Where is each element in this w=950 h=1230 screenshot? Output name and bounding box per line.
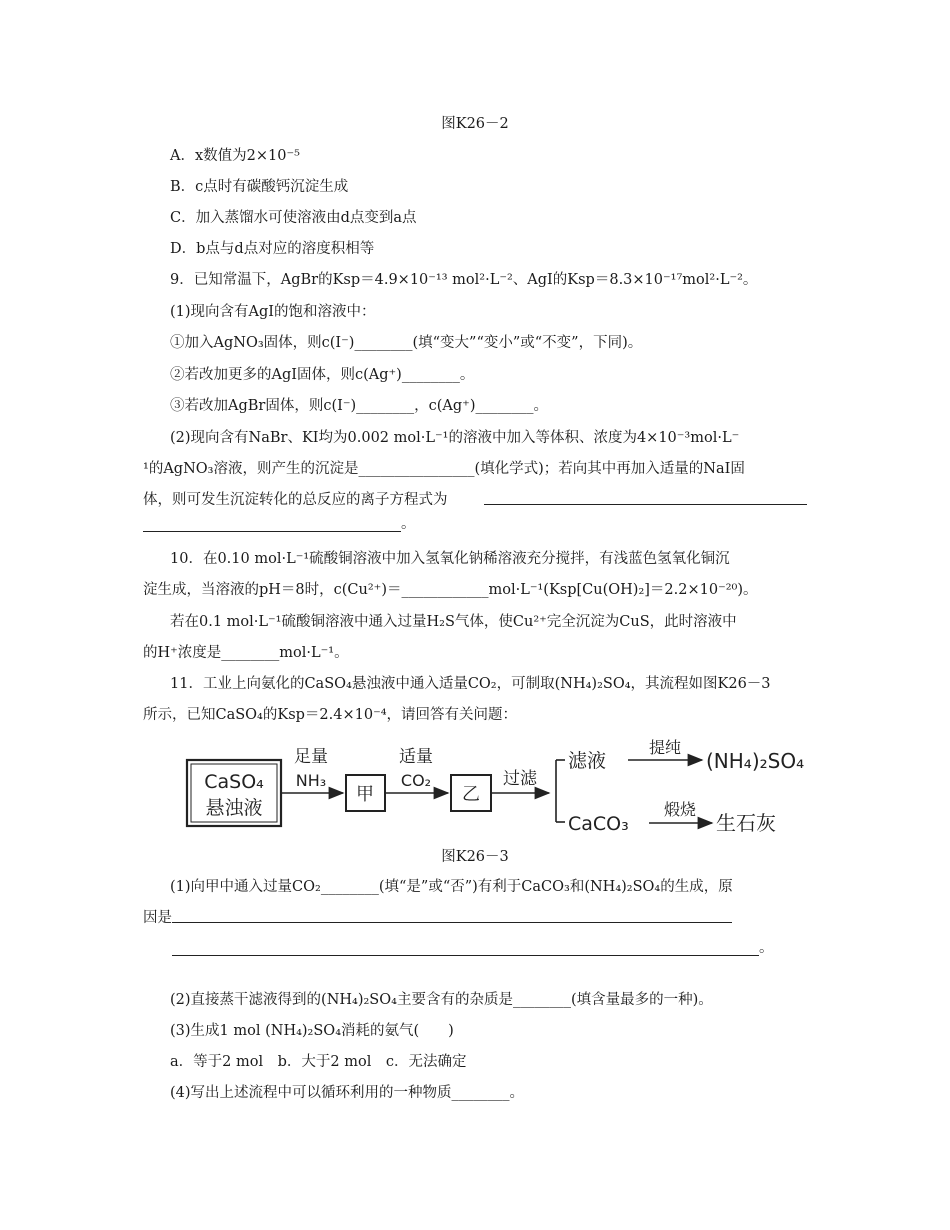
branch-1-label: 滤液 xyxy=(568,750,607,772)
question-10-line-3: 若在0.1 mol·L⁻¹硫酸铜溶液中通入过量H₂S气体，使Cu²⁺完全沉淀为CuS，此时溶液中 xyxy=(170,614,737,630)
box-yi-label: 乙 xyxy=(462,784,480,805)
question-11-part-3: (3)生成1 mol (NH₄)₂SO₄消耗的氨气( ) xyxy=(170,1023,454,1039)
flow-diagram xyxy=(180,736,820,846)
box-jia-label: 甲 xyxy=(356,784,374,805)
arrow-1-bottom-label: NH₃ xyxy=(295,771,327,790)
question-11-part-3-options: a．等于2 mol b．大于2 mol c．无法确定 xyxy=(170,1054,467,1070)
answer-line[interactable] xyxy=(172,954,759,956)
question-10-line-4: 的H⁺浓度是________mol·L⁻¹。 xyxy=(143,645,349,661)
branch-2-label: CaCO₃ xyxy=(568,813,629,835)
question-11-part-4: (4)写出上述流程中可以循环利用的一种物质________。 xyxy=(170,1085,525,1101)
arrow-3-label: 过滤 xyxy=(503,769,537,789)
answer-line[interactable] xyxy=(172,921,732,923)
box-caso4-line-2: 悬浊液 xyxy=(205,797,263,819)
question-10-line-2: 淀生成，当溶液的pH＝8时，c(Cu²⁺)＝____________mol·L⁻¹(Ksp[Cu(OH)₂]＝2.2×10⁻²⁰)。 xyxy=(143,582,758,598)
question-10-line-1: 10．在0.10 mol·L⁻¹硫酸铜溶液中加入氢氧化钠稀溶液充分搅拌，有浅蓝色氢氧化铜沉 xyxy=(170,551,730,567)
figure-caption: 图K26－2 xyxy=(441,116,509,132)
period: 。 xyxy=(401,516,416,532)
question-11-line-1: 11．工业上向氨化的CaSO₄悬浊液中通入适量CO₂，可制取(NH₄)₂SO₄，其流程如图K26－3 xyxy=(170,676,771,692)
question-9-part-1: (1)现向含有AgI的饱和溶液中： xyxy=(170,304,376,320)
answer-line[interactable] xyxy=(484,503,807,505)
option-c: C．加入蒸馏水可使溶液由d点变到a点 xyxy=(170,210,417,226)
answer-line[interactable] xyxy=(143,530,401,532)
question-9-part-1-2: ②若改加更多的AgI固体，则c(Ag⁺)________。 xyxy=(170,367,475,383)
branch-1-arrow-label: 提纯 xyxy=(648,738,682,757)
box-caso4-line-1: CaSO₄ xyxy=(204,771,264,793)
arrow-2-bottom-label: CO₂ xyxy=(400,771,432,790)
question-11-part-1-line-1: (1)向甲中通入过量CO₂________(填“是”或“否”)有利于CaCO₃和(NH₄)₂SO₄的生成，原 xyxy=(170,879,733,895)
branch-1-product: (NH₄)₂SO₄ xyxy=(706,749,805,773)
question-11-line-2: 所示，已知CaSO₄的Ksp＝2.4×10⁻⁴，请回答有关问题： xyxy=(143,707,518,723)
arrow-1-top-label: 足量 xyxy=(294,747,328,767)
figure-caption: 图K26－3 xyxy=(441,849,509,865)
question-9-part-2-line-3: 体，则可发生沉淀转化的总反应的离子方程式为 xyxy=(143,492,448,508)
period: 。 xyxy=(759,940,774,956)
question-9-part-1-1: ①加入AgNO₃固体，则c(I⁻)________(填“变大”“变小”或“不变”，下同)。 xyxy=(170,335,643,351)
question-11-part-1-line-2: 因是 xyxy=(143,910,172,926)
branch-2-product: 生石灰 xyxy=(716,811,776,835)
branch-2-arrow-label: 煅烧 xyxy=(663,800,697,819)
option-a: A．x数值为2×10⁻⁵ xyxy=(170,148,300,164)
question-9-part-1-3: ③若改加AgBr固体，则c(I⁻)________，c(Ag⁺)________。 xyxy=(170,398,548,414)
option-b: B．c点时有碳酸钙沉淀生成 xyxy=(170,179,349,195)
question-11-part-2: (2)直接蒸干滤液得到的(NH₄)₂SO₄主要含有的杂质是________(填含量最多的一种)。 xyxy=(170,992,713,1008)
question-9-stem: 9．已知常温下，AgBr的Ksp＝4.9×10⁻¹³ mol²·L⁻²、AgI的Ksp＝8.3×10⁻¹⁷mol²·L⁻²。 xyxy=(170,272,758,288)
question-9-part-2-line-1: (2)现向含有NaBr、KI均为0.002 mol·L⁻¹的溶液中加入等体积、浓度为4×10⁻³mol·L⁻ xyxy=(170,430,740,446)
question-9-part-2-line-2: ¹的AgNO₃溶液，则产生的沉淀是________________(填化学式)；若向其中再加入适量的NaI固 xyxy=(143,461,745,477)
arrow-2-top-label: 适量 xyxy=(399,747,433,767)
option-d: D．b点与d点对应的溶度积相等 xyxy=(170,241,375,257)
